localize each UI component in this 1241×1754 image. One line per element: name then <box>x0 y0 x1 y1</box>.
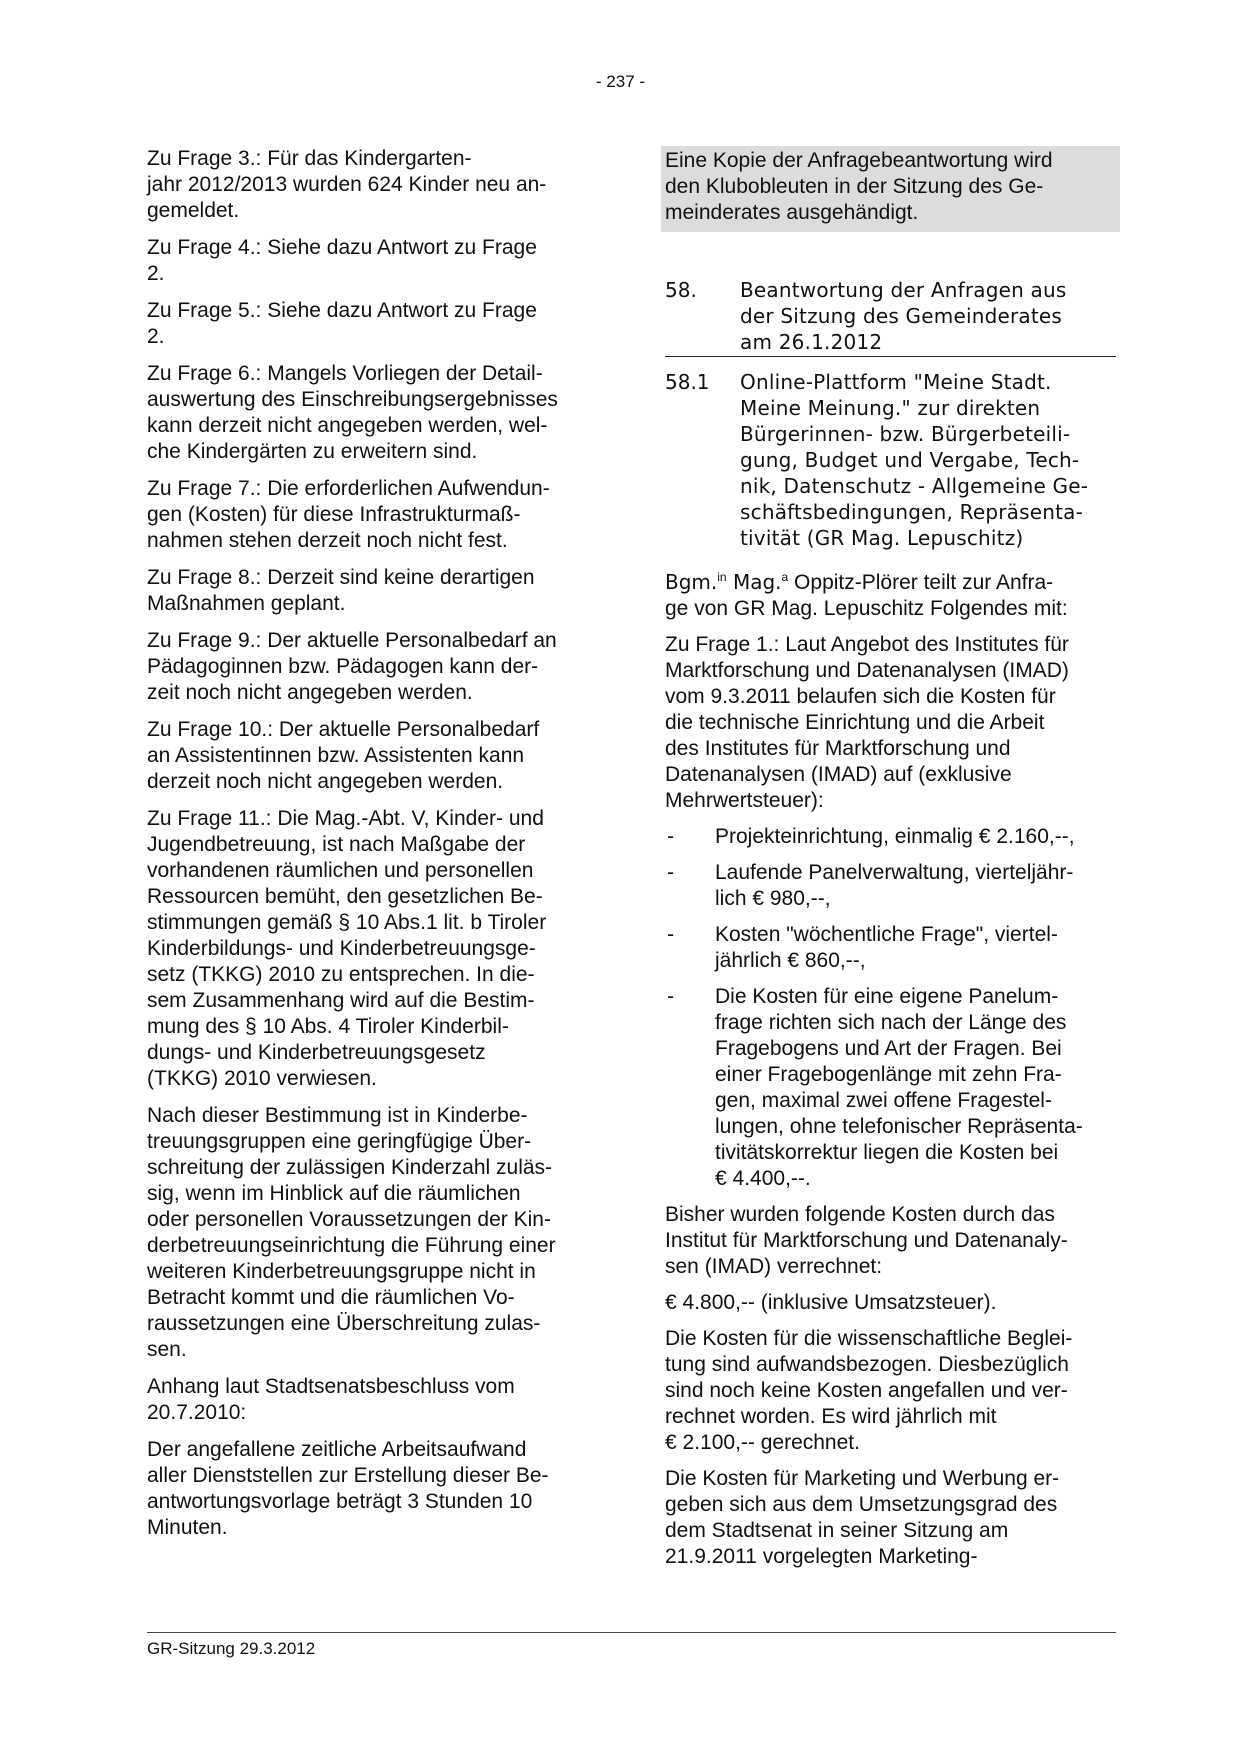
marketing-paragraph: Die Kosten für Marketing und Werbung er- geben sich aus dem Umsetzungsgrad des dem Stadtsenat in seiner Sitzung am 21.9.2011 vorgelegten Marketing- <box>665 1467 1060 1568</box>
costs-charged-paragraph: Bisher wurden folgende Kosten durch das Institut für Marktforschung und Datenanaly- sen (IMAD) verrechnet: <box>665 1203 1068 1278</box>
page-number: - 237 - <box>595 72 646 91</box>
dash-bullet: - <box>667 825 674 848</box>
answer-question-11: Zu Frage 11.: Die Mag.-Abt. V, Kinder- und Jugendbetreuung, ist nach Maßgabe der vorhandenen räumlichen und personellen Ressourcen bemüht, den gesetzlichen Be- stimmungen gemäß § 10 Abs.1 lit. b Tiroler Kinderbildungs- und Kinderbetreuungsge- setz (TKKG) 2010 zu entsprechen. In die- sem Zusammenhang wird auf die Bestim- mung des § 10 Abs. 4 Tiroler Kinderbil- dungs- und Kinderbetreuungsgesetz (TKKG) 2010 verwiesen. <box>147 807 547 1090</box>
answer-question-8: Zu Frage 8.: Derzeit sind keine derartigen Maßnahmen geplant. <box>147 566 535 615</box>
cost-item-text: Projekteinrichtung, einmalig € 2.160,--, <box>715 825 1075 848</box>
mayor-intro <box>665 569 1116 622</box>
right-column <box>665 146 1116 1568</box>
agenda-item-58 <box>665 277 1116 355</box>
agenda-item-58-1 <box>665 369 1116 551</box>
agenda-item-title: Beantwortung der Anfragen aus der Sitzung des Gemeinderates am 26.1.2012 <box>740 278 1067 354</box>
answer-question-10: Zu Frage 10.: Der aktuelle Personalbedarf an Assistentinnen bzw. Assistenten kann derzeit noch nicht angegeben werden. <box>147 718 540 793</box>
cost-item-text: Kosten "wöchentliche Frage", viertel- jährlich € 860,--, <box>715 923 1058 972</box>
regulation-paragraph: Nach dieser Bestimmung ist in Kinderbe- treuungsgruppen eine geringfügige Über- schreitung der zulässigen Kinderzahl zuläs- sig, wenn im Hinblick auf die räumlichen oder personellen Voraussetzungen der Kin- derbetreuungseinrichtung die Führung einer weiteren Kinderbetreuungsgruppe nicht in Betracht kommt und die räumlichen Vo- raussetzungen eine Überschreitung zulas- sen. <box>147 1104 556 1361</box>
scientific-support-paragraph: Die Kosten für die wissenschaftliche Beglei- tung sind aufwandsbezogen. Diesbezüglich sind noch keine Kosten angefallen und ver- rechnet worden. Es wird jährlich mit € 2.100,-- gerechnet. <box>665 1327 1073 1454</box>
superscript-in: in <box>717 570 727 584</box>
cost-item-text: Laufende Panelverwaltung, vierteljähr- lich € 980,--, <box>715 861 1074 910</box>
superscript-a: a <box>781 570 789 584</box>
section-divider <box>665 356 1116 357</box>
cost-item <box>665 984 1116 1192</box>
costs-charged-amount: € 4.800,-- (inklusive Umsatzsteuer). <box>665 1291 997 1314</box>
appendix-heading: Anhang laut Stadtsenatsbeschluss vom 20.7.2010: <box>147 1375 515 1424</box>
workload-paragraph: Der angefallene zeitliche Arbeitsaufwand aller Dienststellen zur Erstellung dieser Be- antwortungsvorlage beträgt 3 Stunden 10 Minuten. <box>147 1438 549 1539</box>
answer-body <box>665 569 1116 1580</box>
answer-question-6: Zu Frage 6.: Mangels Vorliegen der Detail- auswertung des Einschreibungsergebnisses kann derzeit nicht angegeben werden, wel- che Kindergärten zu erweitern sind. <box>147 362 558 463</box>
left-column <box>147 146 593 1552</box>
cost-item-text: Die Kosten für eine eigene Panelum- frage richten sich nach der Länge des Fragebogens und Art der Fragen. Bei einer Fragebogenlänge mit zehn Fra- gen, maximal zwei offene Fragestel- lungen, ohne telefonischer Repräsenta- tivitätskorrektur liegen die Kosten bei € 4.400,--. <box>715 985 1083 1190</box>
answer-question-3: Zu Frage 3.: Für das Kindergarten- jahr 2012/2013 wurden 624 Kinder neu an- gemeldet. <box>147 147 547 222</box>
cost-item <box>665 824 1116 850</box>
footer-divider <box>147 1632 1116 1633</box>
shaded-note: Eine Kopie der Anfragebeantwortung wird den Klubobleuten in der Sitzung des Ge- meinderates ausgehändigt. <box>661 146 1120 232</box>
answer-question-1: Zu Frage 1.: Laut Angebot des Institutes für Marktforschung und Datenanalysen (IMAD) vom 9.3.2011 belaufen sich die Kosten für die technische Einrichtung und die Arbeit des Institutes für Marktforschung und Datenanalysen (IMAD) auf (exklusive Mehrwertsteuer): <box>665 633 1069 812</box>
intro-text: Oppitz-Plörer teilt zur Anfra- ge von GR Mag. Lepuschitz Folgendes mit: <box>665 571 1068 620</box>
answer-question-9: Zu Frage 9.: Der aktuelle Personalbedarf an Pädagoginnen bzw. Pädagogen kann der- zeit noch nicht angegeben werden. <box>147 629 557 704</box>
title-bgm: Bgm. <box>665 570 718 594</box>
cost-item <box>665 860 1116 912</box>
title-mag: Mag. <box>726 570 782 594</box>
answer-question-7: Zu Frage 7.: Die erforderlichen Aufwendun- gen (Kosten) für diese Infrastrukturmaß- nahmen stehen derzeit noch nicht fest. <box>147 477 550 552</box>
dash-bullet: - <box>667 923 674 946</box>
answer-question-5: Zu Frage 5.: Siehe dazu Antwort zu Frage 2. <box>147 299 537 348</box>
agenda-item-title: Online-Plattform "Meine Stadt. Meine Meinung." zur direkten Bürgerinnen- bzw. Bürgerbeteili- gung, Budget und Vergabe, Tech- nik, Datenschutz - Allgemeine Ge- schäftsbedingungen, Repräsenta- tivität (GR Mag. Lepuschitz) <box>740 370 1089 550</box>
dash-bullet: - <box>667 861 674 884</box>
dash-bullet: - <box>667 985 674 1008</box>
agenda-item-number: 58.1 <box>665 370 710 394</box>
agenda-item-number: 58. <box>665 278 697 302</box>
footer: GR-Sitzung 29.3.2012 <box>147 1639 316 1658</box>
cost-item <box>665 922 1116 974</box>
answer-question-4: Zu Frage 4.: Siehe dazu Antwort zu Frage 2. <box>147 236 537 285</box>
